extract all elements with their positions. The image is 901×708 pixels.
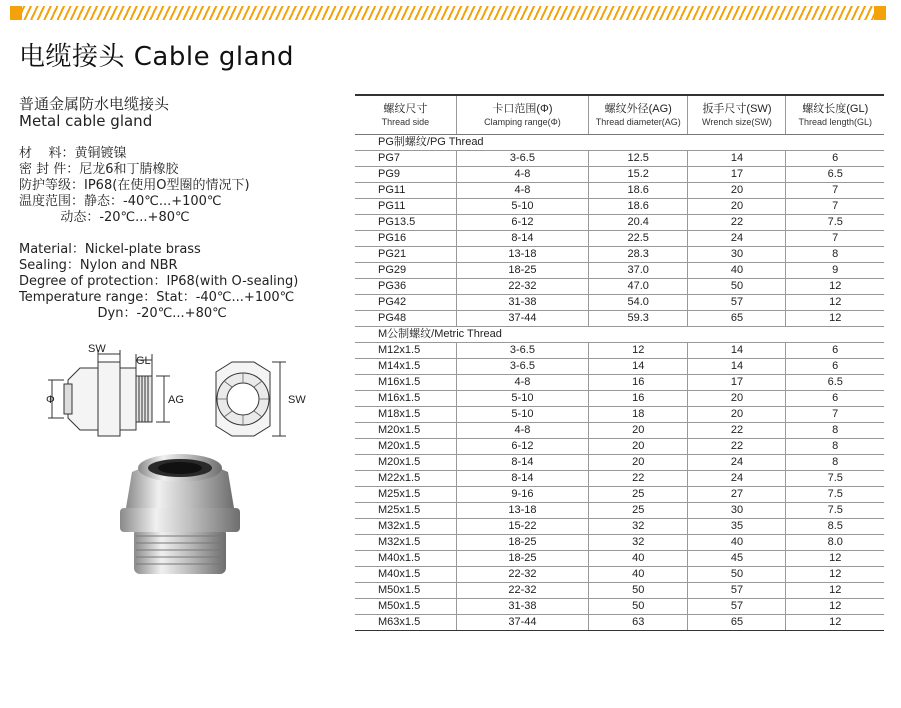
table-row	[355, 599, 884, 615]
cell-thread-side: PG16	[355, 231, 456, 247]
cell-thread-side: M20x1.5	[355, 455, 456, 471]
cell-thread-diameter: 25	[589, 503, 688, 519]
product-name-cn: 普通金属防水电缆接头	[19, 95, 170, 113]
cell-clamping-range: 18-25	[456, 551, 588, 567]
table-row	[355, 215, 884, 231]
header-thread-diameter: 螺纹外径(AG) Thread diameter(AG)	[589, 95, 688, 135]
cell-thread-diameter: 14	[589, 359, 688, 375]
cell-thread-length: 12	[786, 279, 884, 295]
section-label: PG制螺纹/PG Thread	[355, 135, 884, 151]
cell-thread-side: M25x1.5	[355, 487, 456, 503]
cell-thread-side: M20x1.5	[355, 423, 456, 439]
cell-wrench-size: 24	[688, 471, 786, 487]
cell-thread-side: PG11	[355, 199, 456, 215]
cell-thread-diameter: 50	[589, 583, 688, 599]
cell-clamping-range: 6-12	[456, 215, 588, 231]
table-row	[355, 519, 884, 535]
table-row	[355, 151, 884, 167]
stripe-cap-right	[874, 6, 886, 20]
product-name-en: Metal cable gland	[19, 112, 153, 130]
cell-wrench-size: 14	[688, 359, 786, 375]
table-row	[355, 583, 884, 599]
spec-material-cn: 材 料：黄铜镀镍	[19, 146, 127, 161]
cell-wrench-size: 20	[688, 407, 786, 423]
cell-wrench-size: 57	[688, 583, 786, 599]
cell-thread-diameter: 32	[589, 535, 688, 551]
spec-protection-en: Degree of protection：IP68(with O-sealing)	[19, 274, 299, 289]
cell-thread-side: M63x1.5	[355, 615, 456, 631]
cell-thread-diameter: 28.3	[589, 247, 688, 263]
cell-thread-side: M14x1.5	[355, 359, 456, 375]
cell-thread-diameter: 32	[589, 519, 688, 535]
cell-thread-length: 12	[786, 615, 884, 631]
cell-wrench-size: 17	[688, 167, 786, 183]
table-row	[355, 535, 884, 551]
cell-clamping-range: 13-18	[456, 247, 588, 263]
cell-thread-length: 12	[786, 311, 884, 327]
table-row	[355, 567, 884, 583]
decorative-stripe-bar	[10, 6, 886, 20]
cell-thread-length: 8	[786, 455, 884, 471]
cell-thread-length: 9	[786, 263, 884, 279]
cell-clamping-range: 5-10	[456, 199, 588, 215]
cell-wrench-size: 40	[688, 263, 786, 279]
spec-sealing-en: Sealing：Nylon and NBR	[19, 258, 178, 273]
cell-thread-length: 6	[786, 391, 884, 407]
cell-thread-length: 12	[786, 295, 884, 311]
header-wrench-size: 扳手尺寸(SW) Wrench size(SW)	[688, 95, 786, 135]
cell-thread-length: 7.5	[786, 471, 884, 487]
table-row	[355, 343, 884, 359]
cell-clamping-range: 4-8	[456, 375, 588, 391]
cell-clamping-range: 22-32	[456, 279, 588, 295]
spec-temp-static-en: Temperature range：Stat：-40℃...+100℃	[19, 290, 295, 305]
cell-thread-length: 7	[786, 199, 884, 215]
table-row	[355, 247, 884, 263]
cable-gland-photo	[110, 450, 250, 580]
section-header-row	[355, 327, 884, 343]
cell-thread-length: 6	[786, 151, 884, 167]
cell-thread-side: M32x1.5	[355, 519, 456, 535]
cell-thread-length: 8	[786, 247, 884, 263]
label-phi: Φ	[46, 394, 55, 406]
cell-thread-side: PG29	[355, 263, 456, 279]
section-label: M公制螺纹/Metric Thread	[355, 327, 884, 343]
cell-thread-diameter: 47.0	[589, 279, 688, 295]
cell-thread-length: 12	[786, 599, 884, 615]
table-row	[355, 231, 884, 247]
table-row	[355, 279, 884, 295]
cell-thread-side: M12x1.5	[355, 343, 456, 359]
spec-temp-static-cn: 温度范围：静态：-40℃...+100℃	[19, 194, 222, 209]
cell-clamping-range: 3-6.5	[456, 343, 588, 359]
cell-thread-length: 12	[786, 567, 884, 583]
cell-clamping-range: 31-38	[456, 599, 588, 615]
cell-clamping-range: 13-18	[456, 503, 588, 519]
table-row	[355, 423, 884, 439]
cell-clamping-range: 8-14	[456, 455, 588, 471]
cell-thread-length: 12	[786, 583, 884, 599]
cell-clamping-range: 8-14	[456, 471, 588, 487]
cell-clamping-range: 6-12	[456, 439, 588, 455]
cell-thread-diameter: 50	[589, 599, 688, 615]
cell-wrench-size: 22	[688, 439, 786, 455]
spec-temp-dynamic-en: Dyn：-20℃...+80℃	[19, 306, 227, 321]
cell-clamping-range: 15-22	[456, 519, 588, 535]
cell-thread-diameter: 37.0	[589, 263, 688, 279]
cell-wrench-size: 30	[688, 247, 786, 263]
table-row	[355, 407, 884, 423]
header-thread-side: 螺纹尺寸 Thread side	[355, 95, 456, 135]
label-sw: SW	[88, 343, 106, 355]
cell-thread-length: 8.0	[786, 535, 884, 551]
cell-thread-side: PG48	[355, 311, 456, 327]
section-header-row	[355, 135, 884, 151]
cell-wrench-size: 24	[688, 231, 786, 247]
cell-thread-diameter: 15.2	[589, 167, 688, 183]
cell-thread-diameter: 40	[589, 551, 688, 567]
cell-wrench-size: 65	[688, 311, 786, 327]
cell-clamping-range: 31-38	[456, 295, 588, 311]
cell-wrench-size: 14	[688, 151, 786, 167]
cell-wrench-size: 35	[688, 519, 786, 535]
cell-clamping-range: 4-8	[456, 167, 588, 183]
cell-thread-diameter: 40	[589, 567, 688, 583]
table-row	[355, 311, 884, 327]
cell-clamping-range: 37-44	[456, 615, 588, 631]
cell-thread-diameter: 25	[589, 487, 688, 503]
cell-thread-side: PG21	[355, 247, 456, 263]
cell-thread-side: M32x1.5	[355, 535, 456, 551]
cell-thread-side: M25x1.5	[355, 503, 456, 519]
table-row	[355, 199, 884, 215]
technical-drawing	[40, 340, 320, 450]
table-row	[355, 615, 884, 631]
cell-wrench-size: 24	[688, 455, 786, 471]
cell-thread-side: PG42	[355, 295, 456, 311]
table-row	[355, 455, 884, 471]
cell-wrench-size: 14	[688, 343, 786, 359]
table-row	[355, 471, 884, 487]
cell-thread-diameter: 12	[589, 343, 688, 359]
cell-thread-length: 8	[786, 439, 884, 455]
cell-wrench-size: 22	[688, 215, 786, 231]
cell-clamping-range: 5-10	[456, 407, 588, 423]
cell-clamping-range: 3-6.5	[456, 151, 588, 167]
label-ag: AG	[168, 394, 184, 406]
table-row	[355, 375, 884, 391]
cell-wrench-size: 40	[688, 535, 786, 551]
cell-thread-diameter: 59.3	[589, 311, 688, 327]
cell-clamping-range: 3-6.5	[456, 359, 588, 375]
cell-thread-length: 6.5	[786, 375, 884, 391]
spec-protection-cn: 防护等级：IP68(在使用O型圈的情况下)	[19, 178, 250, 193]
cell-clamping-range: 4-8	[456, 423, 588, 439]
cell-wrench-size: 20	[688, 199, 786, 215]
cell-wrench-size: 65	[688, 615, 786, 631]
cell-wrench-size: 50	[688, 279, 786, 295]
cell-thread-diameter: 22	[589, 471, 688, 487]
cell-thread-length: 12	[786, 551, 884, 567]
table-header-row	[355, 95, 884, 135]
cell-thread-length: 7	[786, 183, 884, 199]
cell-clamping-range: 37-44	[456, 311, 588, 327]
header-thread-length: 螺纹长度(GL) Thread length(GL)	[786, 95, 884, 135]
spec-sealing-cn: 密 封 件：尼龙6和丁腈橡胶	[19, 162, 179, 177]
cell-thread-diameter: 63	[589, 615, 688, 631]
cell-thread-diameter: 20	[589, 455, 688, 471]
cell-thread-length: 7	[786, 231, 884, 247]
cell-thread-side: M16x1.5	[355, 391, 456, 407]
cell-thread-length: 7.5	[786, 215, 884, 231]
cell-thread-side: PG13.5	[355, 215, 456, 231]
cell-wrench-size: 45	[688, 551, 786, 567]
cell-thread-diameter: 12.5	[589, 151, 688, 167]
cell-thread-diameter: 18.6	[589, 183, 688, 199]
spec-temp-dynamic-cn: 动态：-20℃...+80℃	[19, 210, 190, 225]
cell-thread-length: 6	[786, 359, 884, 375]
cell-clamping-range: 8-14	[456, 231, 588, 247]
cell-wrench-size: 57	[688, 295, 786, 311]
cell-thread-diameter: 20	[589, 439, 688, 455]
cell-clamping-range: 22-32	[456, 567, 588, 583]
cell-thread-side: M50x1.5	[355, 583, 456, 599]
cell-thread-side: M40x1.5	[355, 551, 456, 567]
cell-wrench-size: 57	[688, 599, 786, 615]
cell-thread-side: PG36	[355, 279, 456, 295]
cell-thread-diameter: 20.4	[589, 215, 688, 231]
cell-wrench-size: 27	[688, 487, 786, 503]
cell-thread-side: M50x1.5	[355, 599, 456, 615]
cell-thread-length: 7	[786, 407, 884, 423]
cell-thread-length: 6	[786, 343, 884, 359]
cell-thread-diameter: 22.5	[589, 231, 688, 247]
cell-thread-diameter: 18.6	[589, 199, 688, 215]
cell-wrench-size: 30	[688, 503, 786, 519]
stripe-cap-left	[10, 6, 22, 20]
page-title: 电缆接头 Cable gland	[19, 42, 294, 72]
cell-clamping-range: 22-32	[456, 583, 588, 599]
spec-material-en: Material：Nickel-plate brass	[19, 242, 201, 257]
cell-thread-length: 8.5	[786, 519, 884, 535]
cell-thread-side: PG7	[355, 151, 456, 167]
cell-thread-side: M18x1.5	[355, 407, 456, 423]
cell-wrench-size: 50	[688, 567, 786, 583]
cell-wrench-size: 22	[688, 423, 786, 439]
cell-thread-side: PG11	[355, 183, 456, 199]
cell-thread-side: PG9	[355, 167, 456, 183]
cell-wrench-size: 17	[688, 375, 786, 391]
header-clamping-range: 卡口范围(Φ) Clamping range(Φ)	[456, 95, 588, 135]
stripe-pattern	[10, 6, 886, 20]
cell-thread-diameter: 16	[589, 375, 688, 391]
cell-wrench-size: 20	[688, 183, 786, 199]
specification-table	[355, 94, 884, 631]
cell-clamping-range: 18-25	[456, 535, 588, 551]
table-body	[355, 135, 884, 631]
cell-thread-side: M40x1.5	[355, 567, 456, 583]
label-sw-front: SW	[288, 394, 306, 406]
cell-clamping-range: 9-16	[456, 487, 588, 503]
cell-wrench-size: 20	[688, 391, 786, 407]
table-row	[355, 183, 884, 199]
cell-clamping-range: 5-10	[456, 391, 588, 407]
cell-thread-length: 6.5	[786, 167, 884, 183]
cell-thread-diameter: 18	[589, 407, 688, 423]
table-row	[355, 551, 884, 567]
table-row	[355, 487, 884, 503]
table-row	[355, 391, 884, 407]
cell-clamping-range: 18-25	[456, 263, 588, 279]
cell-thread-side: M16x1.5	[355, 375, 456, 391]
cell-thread-side: M22x1.5	[355, 471, 456, 487]
cell-thread-side: M20x1.5	[355, 439, 456, 455]
table-row	[355, 167, 884, 183]
cell-thread-length: 7.5	[786, 487, 884, 503]
table-row	[355, 359, 884, 375]
cell-thread-diameter: 16	[589, 391, 688, 407]
cell-thread-diameter: 54.0	[589, 295, 688, 311]
table-row	[355, 503, 884, 519]
table-row	[355, 295, 884, 311]
table-row	[355, 439, 884, 455]
label-gl: GL	[136, 355, 151, 367]
cell-clamping-range: 4-8	[456, 183, 588, 199]
cell-thread-diameter: 20	[589, 423, 688, 439]
cell-thread-length: 8	[786, 423, 884, 439]
table-row	[355, 263, 884, 279]
cell-thread-length: 7.5	[786, 503, 884, 519]
